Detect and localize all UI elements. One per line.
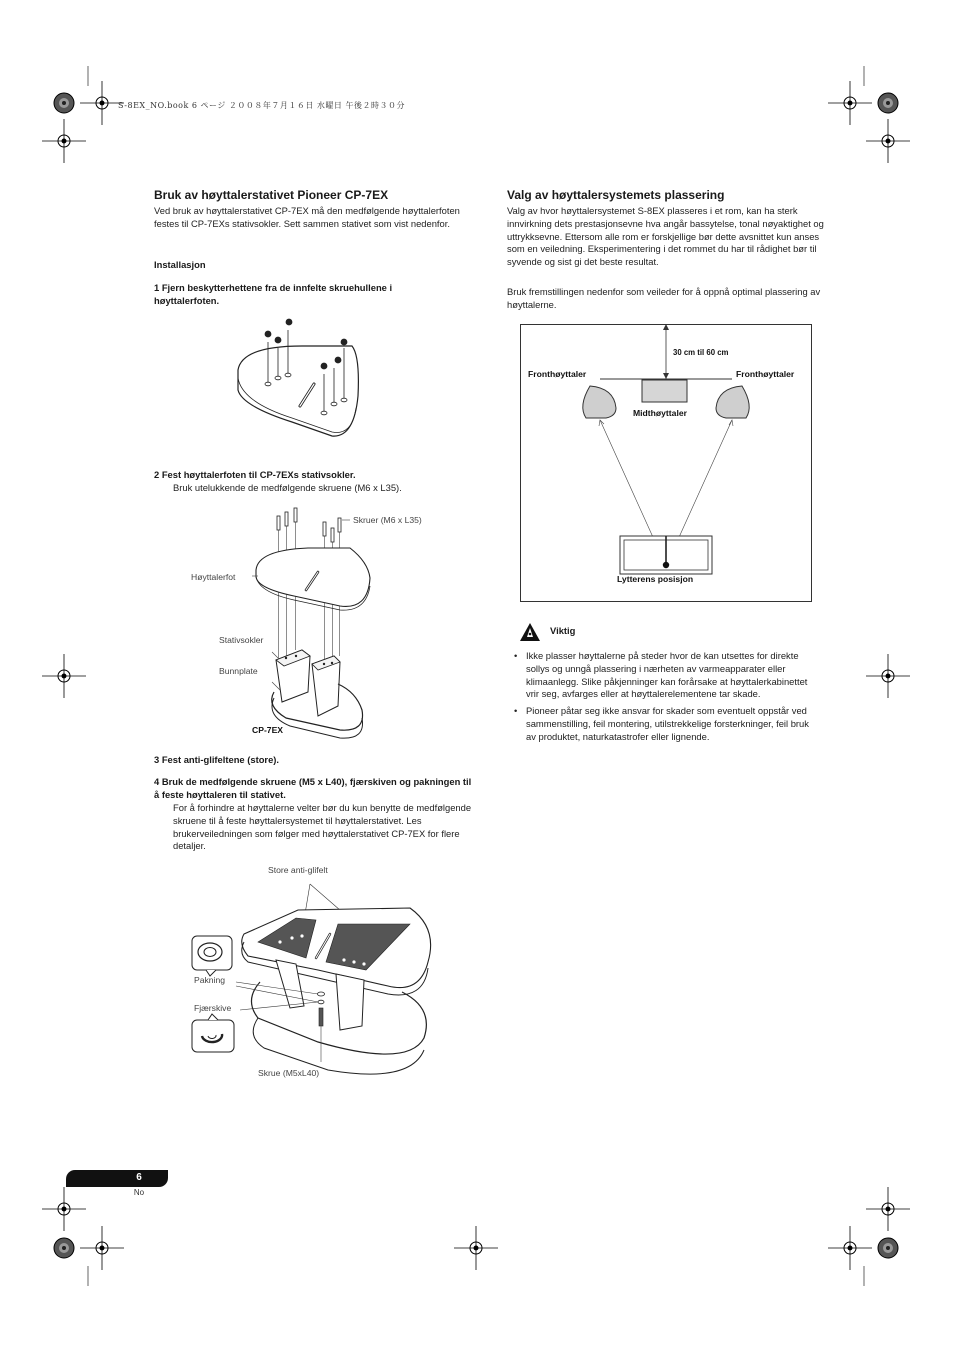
warning-icon: [519, 622, 541, 642]
label-model: CP-7EX: [252, 725, 284, 735]
important-item: • Pioneer påtar seg ikke ansvar for skader som eventuelt oppstår ved sammenstilling, feil montering, utilstrekkelige forsterkninger, feil bruk av produktet, naturkatastrofer eller lignende.: [514, 705, 814, 743]
placement-guide: Bruk fremstillingen nedenfor som veileder for å oppnå optimal plassering av høyttalerne.: [507, 286, 821, 310]
page-number: 6: [136, 1172, 142, 1183]
stand-assembly-figure: [250, 506, 380, 746]
label-anti-slip: Store anti-glifelt: [268, 865, 328, 875]
section-title-stand: Bruk av høyttalerstativet Pioneer CP-7EX: [154, 188, 389, 202]
page-language: No: [133, 1188, 145, 1197]
important-item: • Ikke plasser høyttalerne på steder hvor de kan utsettes for direkte sollys og unngå plassering i nærheten av varmeapparater eller klimaanlegg. Slike påkjenninger kan forårsake at høyttalerkabinettet vrir seg, avfarges eller at høyttalerelementene tar skade.: [514, 650, 814, 701]
label-center: Midthøyttaler: [633, 408, 687, 418]
step-1: 1 Fjern beskytterhettene fra de innfelte skruehullene i høyttalerfoten.: [154, 282, 393, 306]
label-gasket: Pakning: [194, 975, 226, 985]
important-list: [514, 650, 814, 748]
label-foot: Høyttalerfot: [191, 572, 236, 582]
important-heading: Viktig: [550, 625, 576, 636]
label-washer: Fjærskive: [194, 1003, 232, 1013]
stand-intro: Ved bruk av høyttalerstativet CP-7EX må den medfølgende høyttalerfoten festes til CP-7EXs stativsokler. Sett sammen stativet som vist nedenfor.: [154, 205, 460, 229]
label-front-right: Fronthøyttaler: [736, 369, 795, 379]
label-base: Bunnplate: [219, 666, 258, 676]
placement-diagram: [520, 324, 812, 602]
foot-caps-figure: [232, 318, 392, 443]
label-sockets: Stativsokler: [219, 635, 264, 645]
label-front-left: Fronthøyttaler: [528, 369, 587, 379]
label-screw: Skrue (M5xL40): [258, 1068, 320, 1078]
label-screws: Skruer (M6 x L35): [353, 515, 422, 525]
section-title-placement: Valg av høyttalersystemets plassering: [507, 188, 725, 202]
label-listener: Lytterens posisjon: [617, 574, 694, 584]
label-distance: 30 cm til 60 cm: [673, 348, 729, 357]
anti-slip-figure: [188, 878, 438, 1083]
step-2-note: Bruk utelukkende de medfølgende skruene (M6 x L35).: [173, 482, 402, 493]
step-4-note: For å forhindre at høyttalerne velter bør du kun benytte de medfølgende skruene til å feste høyttalersystemet til høyttalerstativet. Les brukerveiledningen som følger med høyttalerstativet CP-7EX for flere detaljer.: [173, 802, 472, 852]
step-4: 4 Bruk de medfølgende skruene (M5 x L40), fjærskiven og pakningen til å feste høyttaleren til stativet.: [154, 776, 472, 800]
install-heading: Installasjon: [154, 259, 206, 270]
print-header: S-8EX_NO.book 6 ページ ２００８年７月１６日 水曜日 午後２時３０分: [118, 101, 405, 110]
step-3: 3 Fest anti-glifeltene (store).: [154, 754, 280, 765]
placement-intro: Valg av hvor høyttalersystemet S-8EX plasseres i et rom, kan ha sterk innvirkning dets prestasjonsevne hva angår bassytelse, tonal nøyaktighet og uttrykksevne. Ettersom alle rom er forskjellige bør dette avsnittet kun anses som en veiledning. Eksperimentering i det rommet du har til rådighet bør til syvende og sist gi det beste resultat.: [507, 205, 824, 268]
step-2: 2 Fest høyttalerfoten til CP-7EXs stativsokler.: [154, 469, 356, 480]
